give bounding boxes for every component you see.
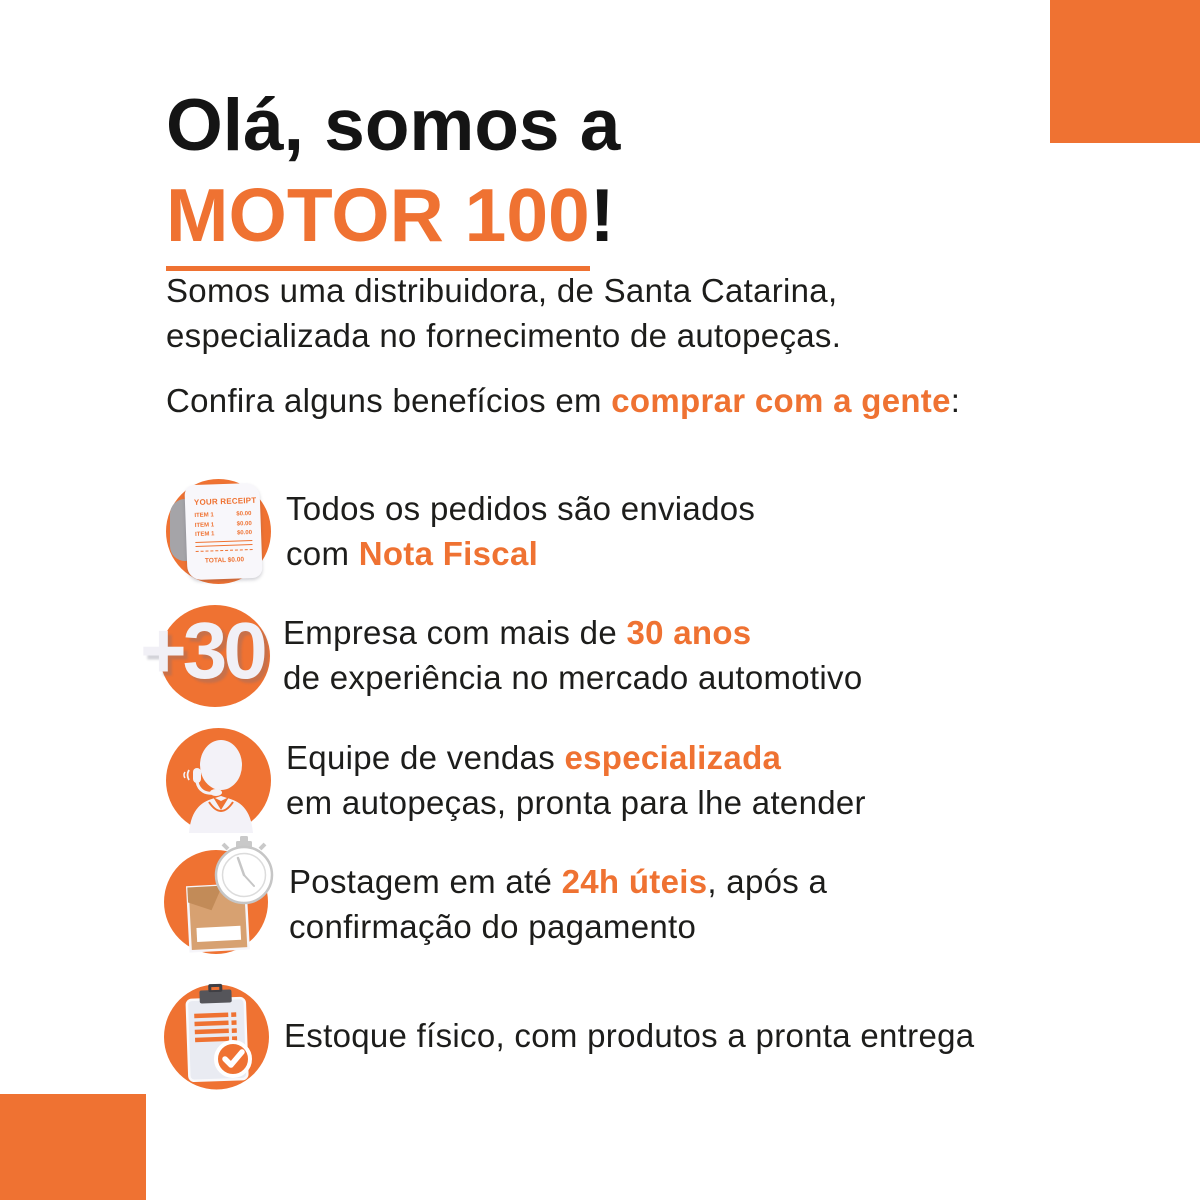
benefit-text: [289, 859, 827, 949]
receipt-dashed-divider: [196, 548, 253, 551]
support-agent-icon: [166, 728, 271, 833]
benefit-line: Equipe de vendas especializada: [286, 739, 782, 776]
greeting-title: Olá, somos a: [166, 85, 621, 166]
receipt-item-row: ITEM 1 $0.00: [194, 529, 253, 538]
receipt-icon: [166, 479, 271, 584]
brand-name: MOTOR 100: [166, 173, 590, 271]
benefit-text: [286, 735, 866, 825]
receipt-title: YOUR RECEIPT: [193, 495, 257, 507]
corner-accent-top-right: [1050, 0, 1200, 143]
plus-30-label: +30: [140, 606, 264, 695]
receipt-total: TOTAL $0.00: [204, 555, 245, 565]
shipping-time-graphic: [162, 835, 274, 957]
benefit-line: de experiência no mercado automotivo: [283, 659, 863, 696]
benefit-row-estoque: [164, 981, 974, 1089]
intro-text: [166, 378, 960, 423]
benefit-row-postagem: [162, 850, 827, 958]
corner-accent-bottom-left: [0, 1094, 146, 1200]
about-line-1: Somos uma distribuidora, de Santa Catarina,: [166, 272, 838, 309]
intro-colon: :: [950, 382, 961, 419]
benefit-line: em autopeças, pronta para lhe atender: [286, 784, 866, 821]
plus-30-badge: [140, 603, 268, 707]
benefit-row-equipe: [166, 726, 866, 834]
receipt-divider: [195, 543, 252, 546]
benefit-line: Postagem em até 24h úteis, após a: [289, 863, 828, 900]
benefit-text: [286, 486, 755, 576]
intro-prefix: Confira alguns benefícios em: [166, 382, 612, 419]
brand-title: [166, 172, 615, 258]
shipping-time-icon: [162, 851, 274, 957]
benefit-text: [284, 1013, 974, 1058]
benefit-line: Estoque físico, com produtos a pronta entrega: [284, 1016, 975, 1054]
receipt-divider: [195, 539, 252, 542]
intro-highlight: comprar com a gente: [611, 382, 951, 419]
support-agent-graphic: [166, 728, 271, 833]
stock-checklist-graphic: [164, 980, 269, 1092]
benefit-row-30-anos: [140, 601, 863, 709]
receipt-item-row: ITEM 1 $0.00: [194, 520, 252, 528]
benefit-row-nota-fiscal: [166, 477, 755, 585]
about-text: [166, 268, 841, 358]
benefit-line: Empresa com mais de 30 anos: [283, 614, 752, 651]
stock-checklist-icon: [164, 980, 269, 1090]
benefit-text: [283, 610, 862, 700]
about-line-2: especializada no fornecimento de autopeças.: [166, 317, 842, 354]
brand-exclamation: !: [589, 173, 615, 257]
benefit-line: confirmação do pagamento: [289, 908, 697, 945]
receipt-item-row: ITEM 1 $0.00: [194, 510, 252, 519]
benefit-line: Todos os pedidos são enviados: [286, 490, 756, 527]
benefit-line: com Nota Fiscal: [286, 535, 539, 572]
receipt-paper: [184, 482, 262, 580]
